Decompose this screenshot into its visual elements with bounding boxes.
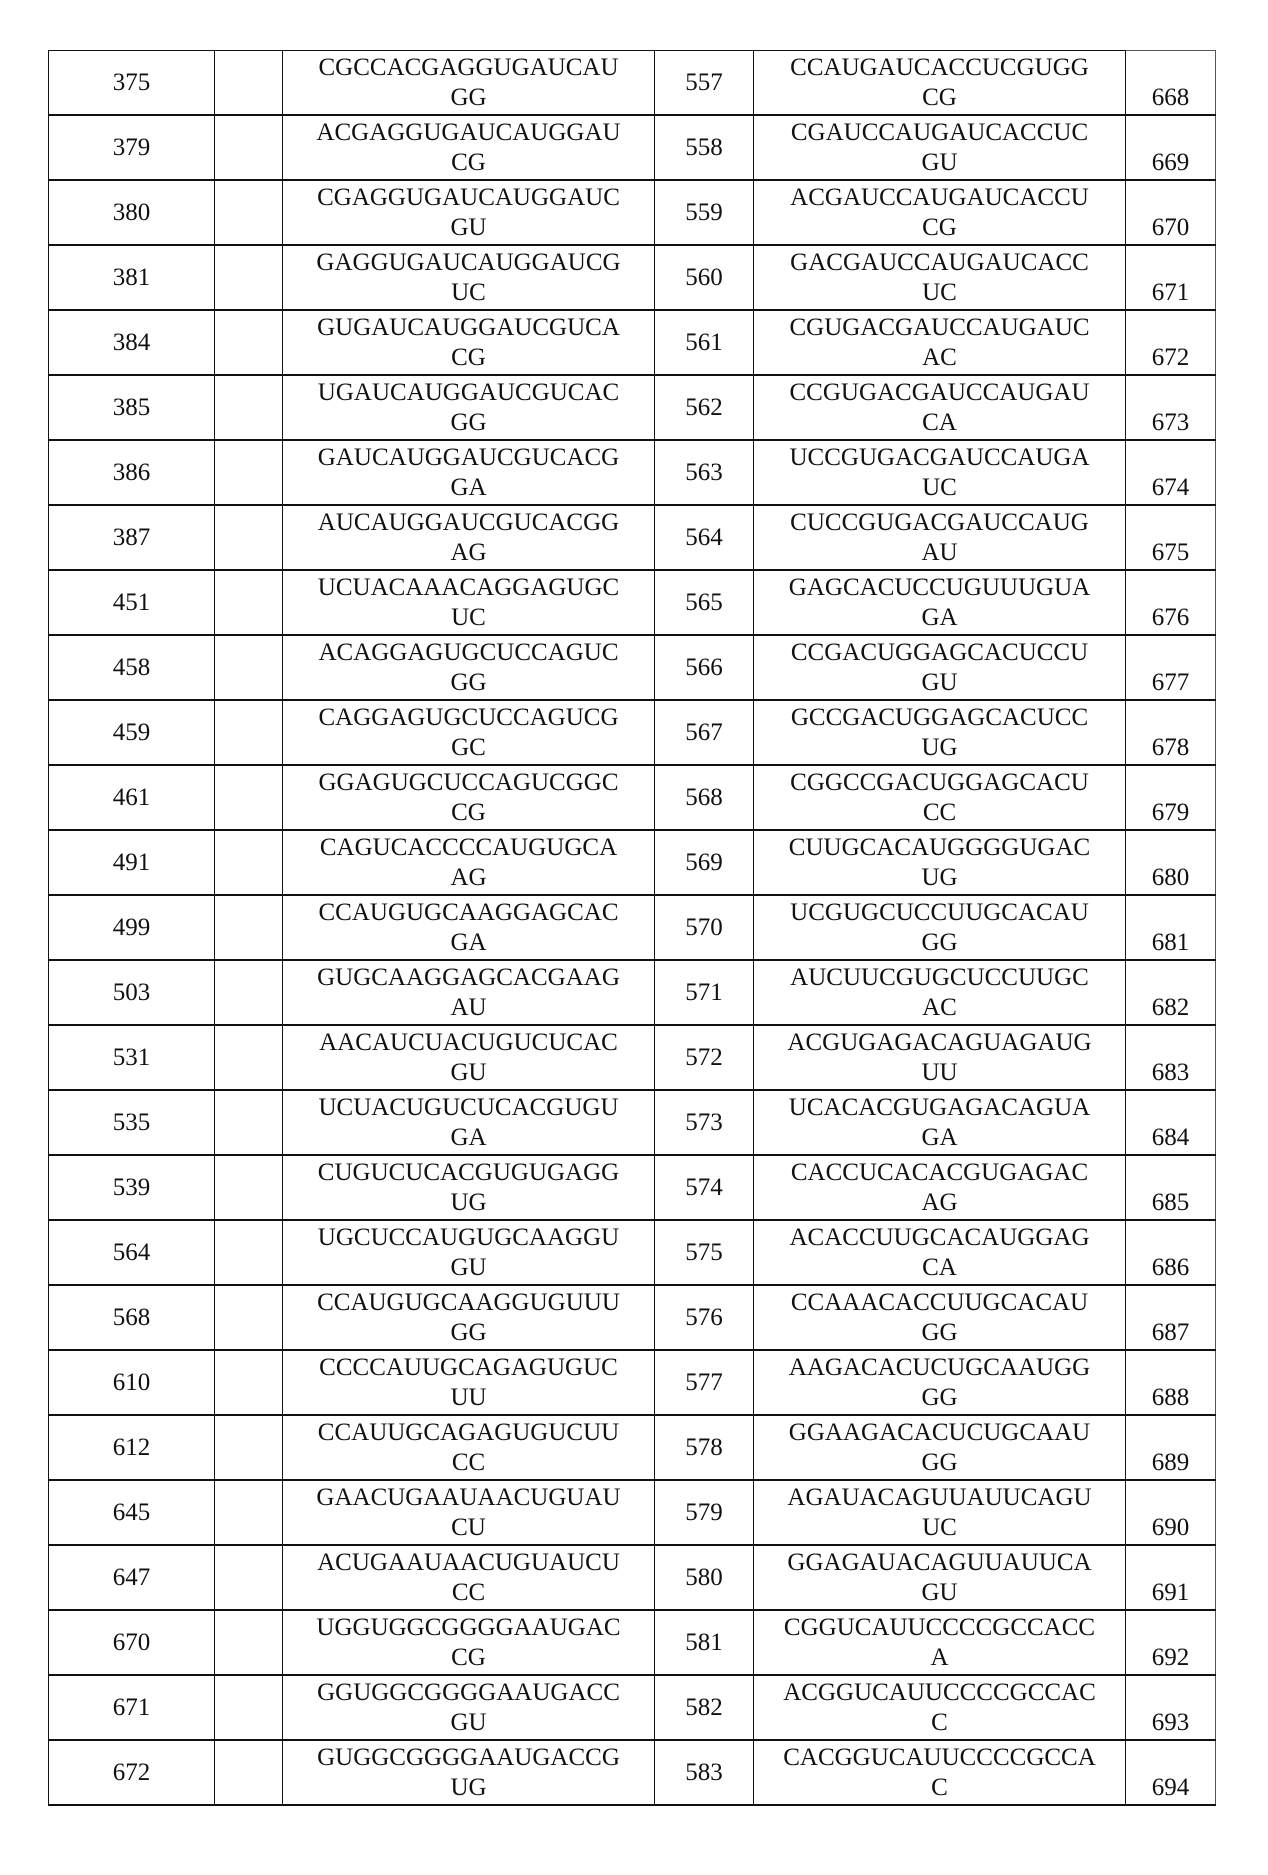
sequence-line: GG [754,1383,1125,1413]
sequence-id: 683 [1126,1025,1216,1090]
sequence-line: GA [754,1123,1125,1153]
sequence-line: ACGGUCAUUCCCCGCCAC [754,1678,1125,1708]
sense-position: 647 [49,1545,215,1610]
sequence-line: C [754,1773,1125,1803]
sense-position: 380 [49,180,215,245]
antisense-position: 567 [655,700,754,765]
sequence-id: 681 [1126,895,1216,960]
table-row [49,1090,1216,1155]
sense-position: 564 [49,1220,215,1285]
table-row [49,635,1216,700]
sequence-line: GU [283,213,654,243]
sequence-line: CGCCACGAGGUGAUCAU [283,53,654,83]
sense-sequence [283,1155,655,1220]
sense-position: 387 [49,505,215,570]
sequence-line: C [754,1708,1125,1738]
sequence-line: GGAAGACACUCUGCAAU [754,1418,1125,1448]
sense-sequence [283,1675,655,1740]
sequence-line: GU [283,1708,654,1738]
sequence-line: CG [283,148,654,178]
table-row [49,1350,1216,1415]
sequence-line: AU [754,538,1125,568]
sequence-line: CAGGAGUGCUCCAGUCG [283,703,654,733]
empty-cell [215,1350,283,1415]
empty-cell [215,115,283,180]
empty-cell [215,1545,283,1610]
sequence-id: 679 [1126,765,1216,830]
empty-cell [215,1025,283,1090]
sequence-line: GAUCAUGGAUCGUCACG [283,443,654,473]
sequence-line: AG [283,538,654,568]
table-row [49,1155,1216,1220]
sequence-id: 684 [1126,1090,1216,1155]
empty-cell [215,51,283,116]
sense-position: 461 [49,765,215,830]
sequence-line: UGCUCCAUGUGCAAGGU [283,1223,654,1253]
antisense-sequence [754,1220,1126,1285]
sense-position: 384 [49,310,215,375]
sequence-id: 668 [1126,51,1216,116]
sequence-line: GA [283,1123,654,1153]
sense-position: 539 [49,1155,215,1220]
sequence-line: UG [754,863,1125,893]
sense-sequence [283,1415,655,1480]
sequence-line: CG [283,343,654,373]
antisense-position: 558 [655,115,754,180]
antisense-sequence [754,1025,1126,1090]
antisense-position: 560 [655,245,754,310]
sequence-id: 686 [1126,1220,1216,1285]
sequence-line: GUGCAAGGAGCACGAAG [283,963,654,993]
antisense-position: 561 [655,310,754,375]
empty-cell [215,310,283,375]
antisense-sequence [754,635,1126,700]
sense-position: 531 [49,1025,215,1090]
sense-sequence [283,375,655,440]
empty-cell [215,635,283,700]
sequence-line: CCAAACACCUUGCACAU [754,1288,1125,1318]
sense-position: 386 [49,440,215,505]
sense-sequence [283,440,655,505]
sense-position: 645 [49,1480,215,1545]
empty-cell [215,440,283,505]
sequence-line: CA [754,1253,1125,1283]
sequence-line: CCCCAUUGCAGAGUGUC [283,1353,654,1383]
antisense-position: 565 [655,570,754,635]
antisense-sequence [754,1610,1126,1675]
empty-cell [215,1740,283,1805]
sequence-id: 691 [1126,1545,1216,1610]
table-row [49,1480,1216,1545]
antisense-sequence [754,180,1126,245]
table-row [49,505,1216,570]
sequence-line: GG [754,1448,1125,1478]
sense-position: 385 [49,375,215,440]
table-row [49,440,1216,505]
antisense-sequence [754,765,1126,830]
sequence-line: ACUGAAUAACUGUAUCU [283,1548,654,1578]
antisense-sequence [754,1480,1126,1545]
sense-sequence [283,51,655,116]
sequence-id: 685 [1126,1155,1216,1220]
sequence-id: 672 [1126,310,1216,375]
antisense-position: 580 [655,1545,754,1610]
sequence-id: 689 [1126,1415,1216,1480]
sense-sequence [283,1545,655,1610]
sequence-line: UG [283,1773,654,1803]
antisense-sequence [754,700,1126,765]
sequence-line: GGAGUGCUCCAGUCGGC [283,768,654,798]
antisense-sequence [754,375,1126,440]
table-row [49,765,1216,830]
sequence-id: 677 [1126,635,1216,700]
sense-sequence [283,765,655,830]
sense-sequence [283,1025,655,1090]
empty-cell [215,1155,283,1220]
sequence-line: GAGGUGAUCAUGGAUCG [283,248,654,278]
sequence-line: CC [283,1448,654,1478]
empty-cell [215,700,283,765]
sequence-line: UC [754,278,1125,308]
sequence-line: CUCCGUGACGAUCCAUG [754,508,1125,538]
sequence-line: ACACCUUGCACAUGGAG [754,1223,1125,1253]
sequence-line: CG [754,83,1125,113]
antisense-sequence [754,310,1126,375]
sense-sequence [283,245,655,310]
sequence-line: UC [283,278,654,308]
table-row [49,1415,1216,1480]
antisense-position: 583 [655,1740,754,1805]
antisense-sequence [754,1285,1126,1350]
antisense-position: 578 [655,1415,754,1480]
antisense-sequence [754,1545,1126,1610]
antisense-position: 557 [655,51,754,116]
antisense-sequence [754,1155,1126,1220]
empty-cell [215,375,283,440]
sequence-line: UCCGUGACGAUCCAUGA [754,443,1125,473]
antisense-position: 563 [655,440,754,505]
sequence-line: CGGUCAUUCCCCGCCACC [754,1613,1125,1643]
sequence-line: UC [754,473,1125,503]
sequence-line: ACGAGGUGAUCAUGGAU [283,118,654,148]
sense-sequence [283,635,655,700]
sequence-id: 688 [1126,1350,1216,1415]
antisense-sequence [754,830,1126,895]
sequence-line: AAGACACUCUGCAAUGG [754,1353,1125,1383]
antisense-sequence [754,1415,1126,1480]
sequence-line: GG [283,408,654,438]
antisense-position: 568 [655,765,754,830]
sequence-line: CCAUGUGCAAGGAGCAC [283,898,654,928]
antisense-position: 564 [655,505,754,570]
sequence-id: 692 [1126,1610,1216,1675]
antisense-sequence [754,505,1126,570]
sequence-id: 694 [1126,1740,1216,1805]
empty-cell [215,1285,283,1350]
sense-position: 458 [49,635,215,700]
antisense-position: 579 [655,1480,754,1545]
sequence-line: GU [754,1578,1125,1608]
sequence-line: UC [283,603,654,633]
sequence-line: CU [283,1513,654,1543]
sense-sequence [283,1740,655,1805]
sense-position: 671 [49,1675,215,1740]
sequence-id: 675 [1126,505,1216,570]
table-row [49,115,1216,180]
sequence-line: UGAUCAUGGAUCGUCAC [283,378,654,408]
table-row [49,895,1216,960]
table-row [49,310,1216,375]
antisense-sequence [754,960,1126,1025]
sequence-line: AUCUUCGUGCUCCUUGC [754,963,1125,993]
sequence-line: UCACACGUGAGACAGUA [754,1093,1125,1123]
empty-cell [215,180,283,245]
antisense-sequence [754,895,1126,960]
sense-position: 381 [49,245,215,310]
sequence-line: CC [754,798,1125,828]
sense-position: 499 [49,895,215,960]
antisense-position: 569 [655,830,754,895]
sense-sequence [283,1480,655,1545]
sequence-line: AACAUCUACUGUCUCAC [283,1028,654,1058]
table-row [49,1220,1216,1285]
sequence-line: GUGGCGGGGAAUGACCG [283,1743,654,1773]
sequence-line: CAGUCACCCCAUGUGCA [283,833,654,863]
antisense-sequence [754,1740,1126,1805]
sequence-line: UU [754,1058,1125,1088]
sense-sequence [283,180,655,245]
sequence-id: 687 [1126,1285,1216,1350]
sequence-id: 678 [1126,700,1216,765]
empty-cell [215,1480,283,1545]
sequence-id: 676 [1126,570,1216,635]
sequence-line: CUUGCACAUGGGGUGAC [754,833,1125,863]
sequence-line: A [754,1643,1125,1673]
sequence-line: GG [283,83,654,113]
sequence-id: 682 [1126,960,1216,1025]
sequence-line: AG [754,1188,1125,1218]
sequence-line: UG [754,733,1125,763]
table-row [49,1675,1216,1740]
sequence-line: GC [283,733,654,763]
antisense-position: 577 [655,1350,754,1415]
antisense-position: 570 [655,895,754,960]
sequence-table-body [49,51,1216,1806]
antisense-position: 573 [655,1090,754,1155]
sequence-line: UC [754,1513,1125,1543]
sequence-line: AC [754,343,1125,373]
sequence-id: 669 [1126,115,1216,180]
sense-position: 503 [49,960,215,1025]
sequence-line: GU [754,668,1125,698]
sequence-line: GUGAUCAUGGAUCGUCA [283,313,654,343]
antisense-position: 559 [655,180,754,245]
antisense-position: 562 [655,375,754,440]
table-row [49,570,1216,635]
sequence-line: GAGCACUCCUGUUUGUA [754,573,1125,603]
sense-sequence [283,1285,655,1350]
sequence-line: GU [283,1058,654,1088]
empty-cell [215,1220,283,1285]
sense-sequence [283,1610,655,1675]
empty-cell [215,895,283,960]
sequence-line: CGAUCCAUGAUCACCUC [754,118,1125,148]
sequence-line: CUGUCUCACGUGUGAGG [283,1158,654,1188]
empty-cell [215,1415,283,1480]
sequence-line: CACCUCACACGUGAGAC [754,1158,1125,1188]
table-row [49,51,1216,116]
sequence-line: AG [283,863,654,893]
table-row [49,830,1216,895]
sequence-line: CGUGACGAUCCAUGAUC [754,313,1125,343]
sequence-line: CCAUGAUCACCUCGUGG [754,53,1125,83]
empty-cell [215,1090,283,1155]
sequence-line: CGAGGUGAUCAUGGAUC [283,183,654,213]
sense-sequence [283,570,655,635]
sequence-table [48,50,1216,1806]
table-row [49,1285,1216,1350]
sequence-line: UU [283,1383,654,1413]
sequence-line: GA [754,603,1125,633]
sequence-line: CC [283,1578,654,1608]
sense-position: 375 [49,51,215,116]
antisense-sequence [754,570,1126,635]
sense-position: 568 [49,1285,215,1350]
sequence-id: 670 [1126,180,1216,245]
sequence-line: GAACUGAAUAACUGUAU [283,1483,654,1513]
antisense-position: 571 [655,960,754,1025]
sense-sequence [283,700,655,765]
antisense-position: 575 [655,1220,754,1285]
sequence-line: CCGUGACGAUCCAUGAU [754,378,1125,408]
empty-cell [215,245,283,310]
table-row [49,1025,1216,1090]
sequence-line: AU [283,993,654,1023]
sense-sequence [283,505,655,570]
empty-cell [215,830,283,895]
sequence-line: UG [283,1188,654,1218]
table-row [49,245,1216,310]
sense-position: 672 [49,1740,215,1805]
sequence-line: CA [754,408,1125,438]
table-row [49,700,1216,765]
sense-sequence [283,895,655,960]
sequence-line: GG [283,668,654,698]
sense-position: 670 [49,1610,215,1675]
sequence-line: UGGUGGCGGGGAAUGAC [283,1613,654,1643]
sequence-line: AGAUACAGUUAUUCAGU [754,1483,1125,1513]
sense-sequence [283,1350,655,1415]
sequence-line: UCUACUGUCUCACGUGU [283,1093,654,1123]
sense-position: 379 [49,115,215,180]
antisense-position: 574 [655,1155,754,1220]
sense-sequence [283,115,655,180]
table-row [49,960,1216,1025]
antisense-position: 566 [655,635,754,700]
sequence-line: AUCAUGGAUCGUCACGG [283,508,654,538]
sense-sequence [283,1090,655,1155]
antisense-sequence [754,1090,1126,1155]
sequence-line: AC [754,993,1125,1023]
empty-cell [215,570,283,635]
table-row [49,1740,1216,1805]
sense-position: 612 [49,1415,215,1480]
sense-sequence [283,960,655,1025]
sequence-line: GACGAUCCAUGAUCACC [754,248,1125,278]
sequence-line: CG [283,1643,654,1673]
sense-position: 451 [49,570,215,635]
empty-cell [215,1610,283,1675]
empty-cell [215,960,283,1025]
antisense-position: 581 [655,1610,754,1675]
sequence-id: 674 [1126,440,1216,505]
empty-cell [215,765,283,830]
sequence-line: GU [754,148,1125,178]
sequence-line: UCUACAAACAGGAGUGC [283,573,654,603]
sequence-line: CCGACUGGAGCACUCCU [754,638,1125,668]
table-row [49,180,1216,245]
sequence-id: 693 [1126,1675,1216,1740]
sense-sequence [283,310,655,375]
table-row [49,375,1216,440]
sequence-line: GA [283,928,654,958]
antisense-sequence [754,51,1126,116]
antisense-sequence [754,440,1126,505]
table-row [49,1545,1216,1610]
sequence-line: CGGCCGACUGGAGCACU [754,768,1125,798]
antisense-sequence [754,245,1126,310]
sequence-line: GCCGACUGGAGCACUCC [754,703,1125,733]
sense-position: 535 [49,1090,215,1155]
empty-cell [215,505,283,570]
sequence-line: GG [283,1318,654,1348]
sequence-line: CACGGUCAUUCCCCGCCA [754,1743,1125,1773]
sequence-line: GG [754,1318,1125,1348]
sequence-id: 671 [1126,245,1216,310]
sequence-id: 680 [1126,830,1216,895]
sequence-line: GU [283,1253,654,1283]
sequence-id: 690 [1126,1480,1216,1545]
sequence-line: ACGAUCCAUGAUCACCU [754,183,1125,213]
empty-cell [215,1675,283,1740]
sequence-line: CCAUGUGCAAGGUGUUU [283,1288,654,1318]
antisense-sequence [754,1675,1126,1740]
sequence-line: CCAUUGCAGAGUGUCUU [283,1418,654,1448]
sequence-id: 673 [1126,375,1216,440]
sequence-line: GGAGAUACAGUUAUUCA [754,1548,1125,1578]
sequence-line: CG [754,213,1125,243]
sequence-line: UCGUGCUCCUUGCACAU [754,898,1125,928]
antisense-sequence [754,115,1126,180]
sequence-line: CG [283,798,654,828]
antisense-position: 572 [655,1025,754,1090]
sense-sequence [283,1220,655,1285]
sequence-line: ACAGGAGUGCUCCAGUC [283,638,654,668]
sequence-line: GA [283,473,654,503]
sense-sequence [283,830,655,895]
sense-position: 459 [49,700,215,765]
sequence-line: GG [754,928,1125,958]
sense-position: 610 [49,1350,215,1415]
antisense-sequence [754,1350,1126,1415]
sequence-line: GGUGGCGGGGAAUGACC [283,1678,654,1708]
table-row [49,1610,1216,1675]
sense-position: 491 [49,830,215,895]
sequence-line: ACGUGAGACAGUAGAUG [754,1028,1125,1058]
antisense-position: 582 [655,1675,754,1740]
antisense-position: 576 [655,1285,754,1350]
